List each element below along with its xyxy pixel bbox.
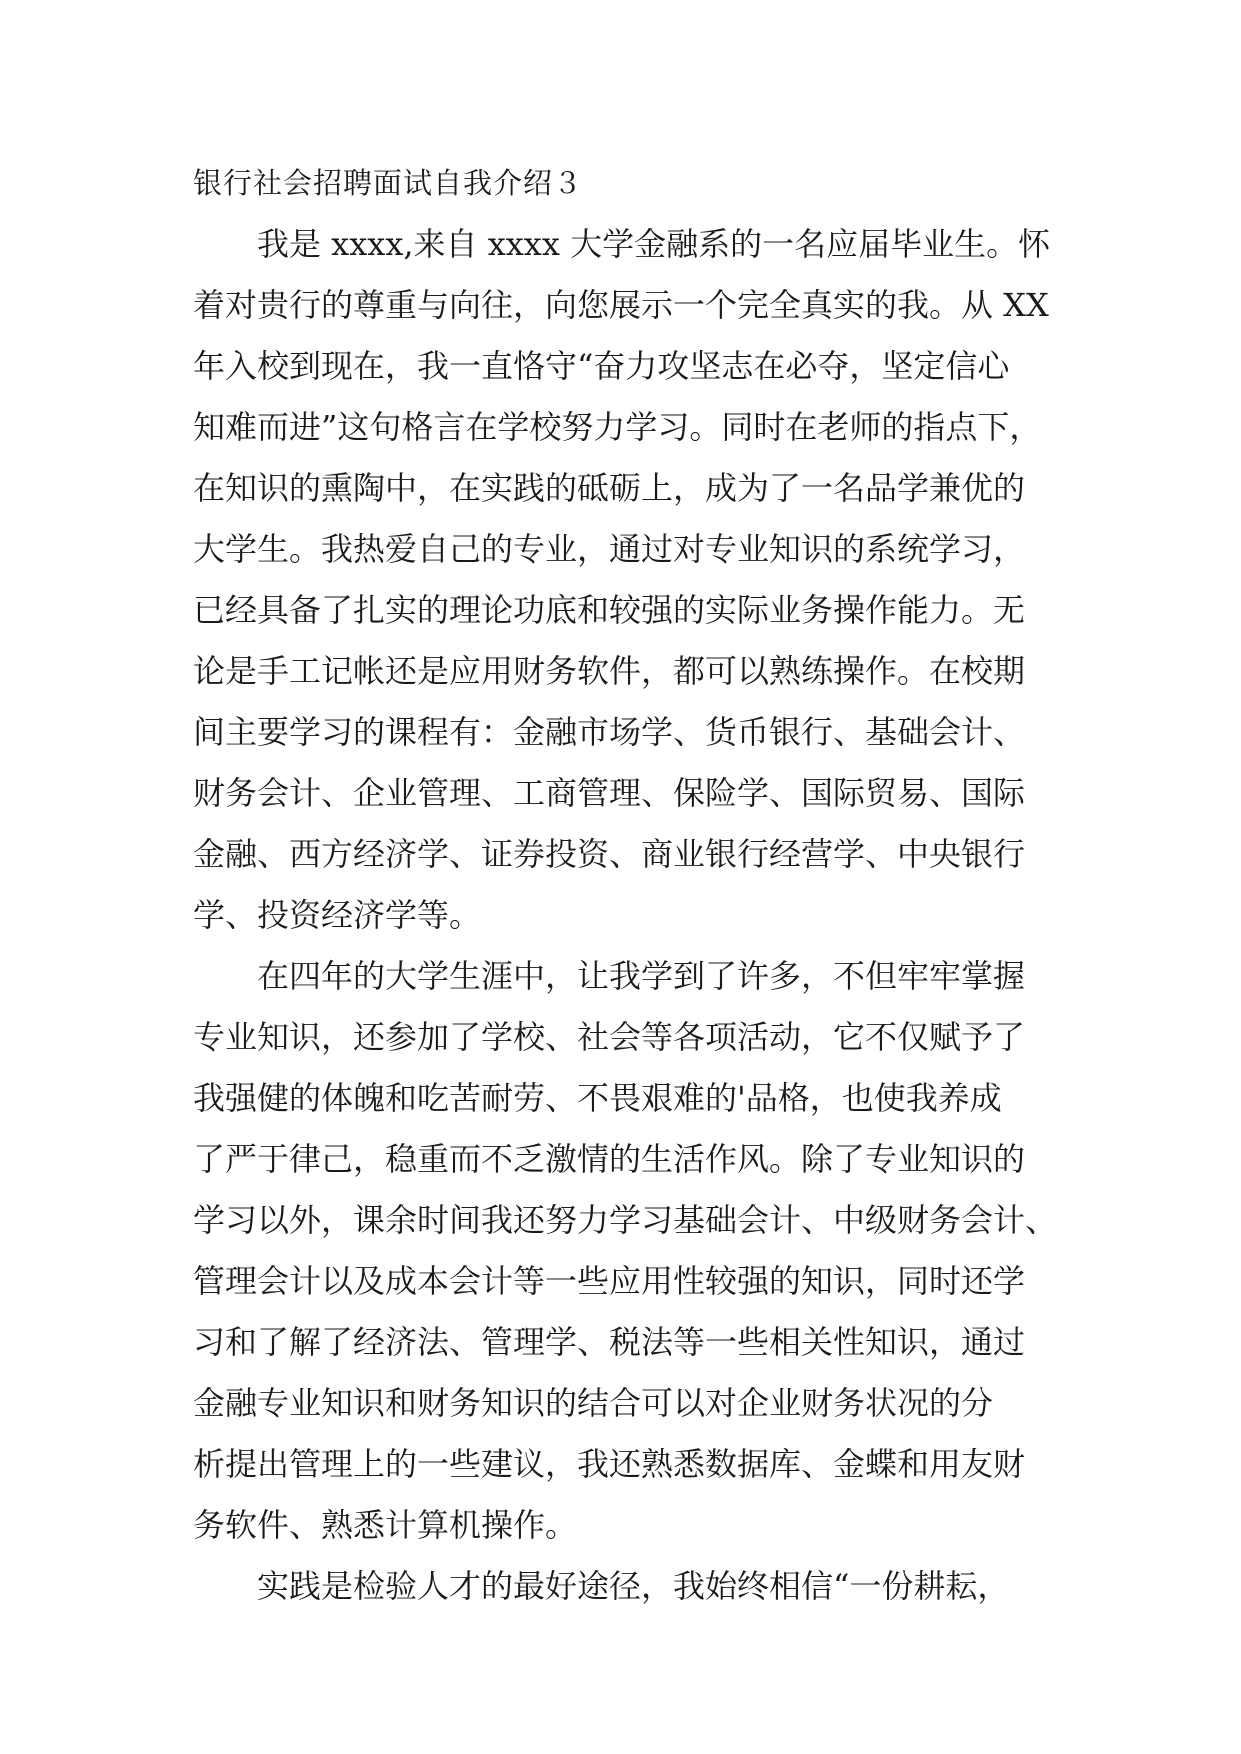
paragraph-2-line-10: 务软件、熟悉计算机操作。 [193,1506,578,1544]
paragraph-1-line-5: 在知识的熏陶中，在实践的砥砺上，成为了一名品学兼优的 [193,469,1026,507]
paragraph-1-line-9: 间主要学习的课程有：金融市场学、货币银行、基础会计、 [193,713,1026,751]
paragraph-2-line-7: 习和了解了经济法、管理学、税法等一些相关性知识，通过 [193,1323,1026,1361]
paragraph-2-line-3: 我强健的体魄和吃苦耐劳、不畏艰难的'品格，也使我养成 [193,1079,1002,1117]
paragraph-1-line-10: 财务会计、企业管理、工商管理、保险学、国际贸易、国际 [193,774,1026,812]
paragraph-1-line-11: 金融、西方经济学、证券投资、商业银行经营学、中央银行 [193,835,1026,873]
paragraph-1-line-3: 年入校到现在，我一直恪守“奋力攻坚志在必夺，坚定信心 [193,347,1010,385]
paragraph-2-line-8: 金融专业知识和财务知识的结合可以对企业财务状况的分 [193,1384,994,1422]
paragraph-2-line-9: 析提出管理上的一些建议，我还熟悉数据库、金蝶和用友财 [193,1445,1026,1483]
paragraph-1-line-12: 学、投资经济学等。 [193,896,482,934]
paragraph-2-line-6: 管理会计以及成本会计等一些应用性较强的知识，同时还学 [193,1262,1026,1300]
paragraph-1-line-2: 着对贵行的尊重与向往，向您展示一个完全真实的我。从 XX [193,286,1049,324]
paragraph-2-line-5: 学习以外，课余时间我还努力学习基础会计、中级财务会计、 [193,1201,1058,1239]
paragraph-2-line-4: 了严于律己，稳重而不乏激情的生活作风。除了专业知识的 [193,1140,1026,1178]
paragraph-3-line-1: 实践是检验人才的最好途径，我始终相信“一份耕耘， [257,1567,1010,1605]
paragraph-2-line-2: 专业知识，还参加了学校、社会等各项活动，它不仅赋予了 [193,1018,1026,1056]
paragraph-1-line-8: 论是手工记帐还是应用财务软件，都可以熟练操作。在校期 [193,652,1026,690]
paragraph-1-line-1: 我是 xxxx,来自 xxxx 大学金融系的一名应届毕业生。怀 [257,225,1051,263]
paragraph-1-line-6: 大学生。我热爱自己的专业，通过对专业知识的系统学习， [193,530,1026,568]
paragraph-1-line-4: 知难而进”这句格言在学校努力学习。同时在老师的指点下， [193,408,1042,446]
paragraph-1-line-7: 已经具备了扎实的理论功底和较强的实际业务操作能力。无 [193,591,1026,629]
document-title: 银行社会招聘面试自我介绍３ [193,166,584,200]
paragraph-2-line-1: 在四年的大学生涯中，让我学到了许多，不但牢牢掌握 [257,957,1026,995]
